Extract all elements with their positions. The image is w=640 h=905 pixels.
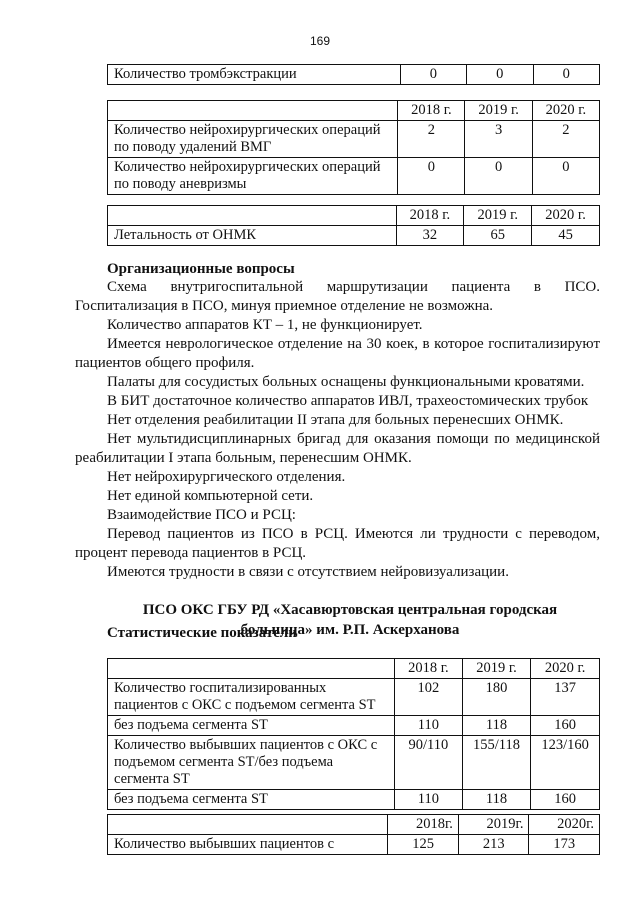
value-2020: 0 [532, 158, 599, 195]
header-empty [108, 101, 398, 121]
paragraph: Имеется неврологическое отделение на 30 коек, в которое госпитализируют пациентов общего профиля. [75, 336, 600, 371]
value-2018: 125 [388, 835, 459, 855]
value-2019: 0 [465, 158, 532, 195]
hospital-title-line1: ПСО ОКС ГБУ РД «Хасавюртовская центральная городская [142, 602, 558, 618]
header-empty [108, 659, 395, 679]
value-2020: 173 [529, 835, 600, 855]
neurosurgery-table [107, 100, 600, 195]
row-label: Количество тромбэкстракции [108, 65, 401, 85]
value-2019: 3 [465, 121, 532, 158]
header-2018: 2018 г. [398, 101, 465, 121]
row-label: Количество нейрохирургических операций по поводу аневризмы [108, 158, 398, 195]
paragraph: Взаимодействие ПСО и РСЦ: [107, 507, 296, 523]
header-2020: 2020г. [529, 815, 600, 835]
value-2020: 160 [531, 790, 600, 810]
header-2019: 2019 г. [464, 206, 532, 226]
table-row [108, 716, 600, 736]
value-2018: 110 [395, 790, 463, 810]
value-2020: 123/160 [531, 736, 600, 790]
header-empty [108, 206, 397, 226]
discharged-table [107, 814, 600, 855]
header-2018: 2018г. [388, 815, 459, 835]
value-2019: 118 [462, 716, 531, 736]
paragraph: Нет мультидисциплинарных бригад для оказания помощи по медицинской реабилитации I этапа больным, перенесшим ОНМК. [75, 431, 600, 466]
row-label: без подъема сегмента ST [108, 716, 395, 736]
thrombectomy-table [107, 64, 600, 85]
value-2020: 160 [531, 716, 600, 736]
header-row [108, 101, 600, 121]
acs-table [107, 658, 600, 810]
value-2018: 102 [395, 679, 463, 716]
value-2018: 0 [398, 158, 465, 195]
header-row [108, 206, 600, 226]
header-2020: 2020 г. [532, 101, 599, 121]
table-row [108, 121, 600, 158]
row-label: без подъема сегмента ST [108, 790, 395, 810]
paragraph: В БИТ достаточное количество аппаратов ИВЛ, трахеостомических трубок [107, 393, 589, 409]
header-2019: 2019 г. [465, 101, 532, 121]
table-row [108, 65, 600, 85]
table-row [108, 679, 600, 716]
paragraph: Нет единой компьютерной сети. [107, 488, 314, 504]
value-2018: 2 [398, 121, 465, 158]
header-2019: 2019г. [458, 815, 529, 835]
paragraph: Имеются трудности в связи с отсутствием нейровизуализации. [107, 564, 509, 580]
value-2020: 45 [532, 226, 600, 246]
table-row [108, 835, 600, 855]
paragraph: Нет отделения реабилитации II этапа для больных перенесших ОНМК. [107, 412, 564, 428]
value-2019: 213 [458, 835, 529, 855]
hospital-title-line2: больница» им. Р.П. Аскерханова [240, 622, 460, 638]
paragraph: Схема внутригоспитальной маршрутизации пациента в ПСО. Госпитализация в ПСО, минуя приемное отделение не возможна. [75, 279, 600, 314]
header-2018: 2018 г. [395, 659, 463, 679]
section-heading: Организационные вопросы [107, 261, 295, 277]
paragraph: Палаты для сосудистых больных оснащены функциональными кроватями. [107, 374, 585, 390]
value-2020: 2 [532, 121, 599, 158]
value-2019: 118 [462, 790, 531, 810]
mortality-table [107, 205, 600, 246]
value-2019: 180 [462, 679, 531, 716]
row-label: Количество выбывших пациентов с ОКС с подъемом сегмента ST/без подъема сегмента ST [108, 736, 395, 790]
table-row [108, 158, 600, 195]
header-2020: 2020 г. [532, 206, 600, 226]
table-row [108, 226, 600, 246]
header-empty [108, 815, 388, 835]
row-label: Количество госпитализированных пациентов с ОКС с подъемом сегмента ST [108, 679, 395, 716]
paragraph: Нет нейрохирургического отделения. [107, 469, 346, 485]
value-2018: 110 [395, 716, 463, 736]
value-2020: 0 [533, 65, 599, 85]
value-2018: 90/110 [395, 736, 463, 790]
value-2019: 0 [467, 65, 533, 85]
row-label: Количество нейрохирургических операций по поводу удалений ВМГ [108, 121, 398, 158]
row-label: Количество выбывших пациентов с [108, 835, 388, 855]
value-2019: 155/118 [462, 736, 531, 790]
value-2020: 137 [531, 679, 600, 716]
stats-heading: Статистические показатели [107, 625, 297, 641]
paragraph: Перевод пациентов из ПСО в РСЦ. Имеются ли трудности с переводом, процент перевода пациентов в РСЦ. [75, 526, 600, 561]
table-row [108, 736, 600, 790]
value-2018: 0 [400, 65, 466, 85]
value-2019: 65 [464, 226, 532, 246]
header-row [108, 659, 600, 679]
paragraph: Количество аппаратов КТ – 1, не функционирует. [107, 317, 423, 333]
page-number: 169 [309, 34, 331, 48]
header-2019: 2019 г. [462, 659, 531, 679]
table-row [108, 790, 600, 810]
header-2018: 2018 г. [396, 206, 464, 226]
header-2020: 2020 г. [531, 659, 600, 679]
value-2018: 32 [396, 226, 464, 246]
header-row [108, 815, 600, 835]
row-label: Летальность от ОНМК [108, 226, 397, 246]
